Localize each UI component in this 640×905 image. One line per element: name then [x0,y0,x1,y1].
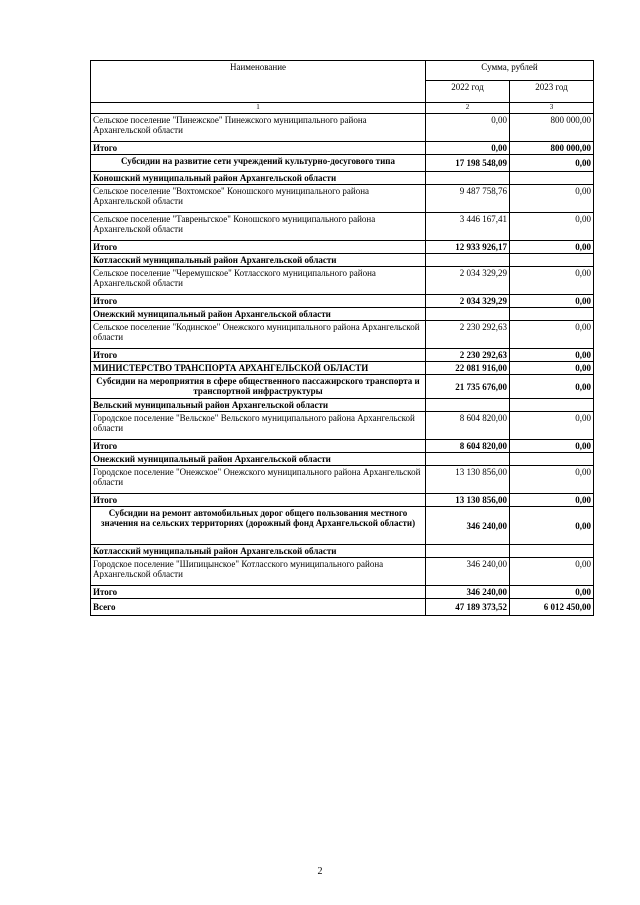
column-index-row [91,103,594,114]
row-name: Городское поселение "Вельское" Вельского муниципального района Архангельской области [91,412,426,440]
table-row [91,466,594,494]
value-2023: 0,00 [510,321,594,349]
row-name: Котласский муниципальный район Архангельской области [91,254,426,267]
value-2022 [426,453,510,466]
value-2022: 9 487 758,76 [426,185,510,213]
value-2023: 0,00 [510,375,594,399]
value-2022: 13 130 856,00 [426,466,510,494]
value-2023: 0,00 [510,440,594,453]
row-name: Сельское поселение "Вохтомское" Коношского муниципального района Архангельской области [91,185,426,213]
row-name: Сельское поселение "Тавреньгское" Коношского муниципального района Архангельской области [91,213,426,241]
value-2023: 0,00 [510,412,594,440]
value-2022: 2 230 292,63 [426,349,510,362]
row-name: Городское поселение "Онежское" Онежского муниципального района Архангельской области [91,466,426,494]
table-row [91,213,594,241]
value-2023 [510,172,594,185]
section-row [91,155,594,172]
budget-table [90,60,594,616]
row-name: Итого [91,586,426,599]
header-year-2023: 2023 год [510,81,594,103]
header-name: Наименование [91,61,426,103]
value-2022: 346 240,00 [426,558,510,586]
value-2023: 800 000,00 [510,114,594,142]
value-2023: 0,00 [510,362,594,375]
value-2022: 346 240,00 [426,507,510,545]
table-row [91,185,594,213]
table-row [91,321,594,349]
row-name: Онежский муниципальный район Архангельской области [91,308,426,321]
itogo-row [91,142,594,155]
itogo-row [91,494,594,507]
value-2022: 8 604 820,00 [426,440,510,453]
district-row [91,545,594,558]
ministry-row [91,362,594,375]
value-2023: 0,00 [510,295,594,308]
district-row [91,254,594,267]
value-2023: 0,00 [510,213,594,241]
row-name: Субсидии на мероприятия в сфере общественного пассажирского транспорта и транспортной инфраструктуры [91,375,426,399]
section-row [91,507,594,545]
value-2023: 0,00 [510,349,594,362]
table-row [91,114,594,142]
row-name: Всего [91,599,426,616]
value-2022: 47 189 373,52 [426,599,510,616]
value-2022: 2 230 292,63 [426,321,510,349]
row-name: Итого [91,142,426,155]
value-2022: 21 735 676,00 [426,375,510,399]
row-name: Итого [91,349,426,362]
district-row [91,308,594,321]
value-2022: 8 604 820,00 [426,412,510,440]
value-2023: 0,00 [510,558,594,586]
row-name: Итого [91,494,426,507]
value-2022: 3 446 167,41 [426,213,510,241]
value-2022: 2 034 329,29 [426,295,510,308]
value-2022: 17 198 548,09 [426,155,510,172]
value-2022 [426,399,510,412]
itogo-row [91,440,594,453]
row-name: Итого [91,295,426,308]
table-row [91,412,594,440]
value-2022: 13 130 856,00 [426,494,510,507]
column-index-2: 2 [426,103,510,114]
header-amount: Сумма, рублей [426,61,594,81]
header-year-2022: 2022 год [426,81,510,103]
value-2022 [426,172,510,185]
row-name: Городское поселение "Шипицынское" Котласского муниципального района Архангельской области [91,558,426,586]
value-2022: 12 933 926,17 [426,241,510,254]
value-2022 [426,308,510,321]
row-name: Сельское поселение "Кодинское" Онежского муниципального района Архангельской области [91,321,426,349]
page-number: 2 [317,866,323,877]
itogo-row [91,295,594,308]
value-2023: 0,00 [510,586,594,599]
row-name: Итого [91,440,426,453]
row-name: Итого [91,241,426,254]
budget-table-body [91,61,594,616]
row-name: Коношский муниципальный район Архангельской области [91,172,426,185]
value-2022 [426,545,510,558]
section-row [91,375,594,399]
value-2023: 0,00 [510,241,594,254]
row-name: Сельское поселение "Черемушское" Котласского муниципального района Архангельской области [91,267,426,295]
value-2023: 6 012 450,00 [510,599,594,616]
district-row [91,399,594,412]
value-2023: 0,00 [510,507,594,545]
row-name: МИНИСТЕРСТВО ТРАНСПОРТА АРХАНГЕЛЬСКОЙ ОБЛАСТИ [91,362,426,375]
value-2023 [510,453,594,466]
value-2023 [510,399,594,412]
value-2023: 0,00 [510,185,594,213]
value-2023 [510,545,594,558]
value-2023: 0,00 [510,466,594,494]
row-name: Вельский муниципальный район Архангельской области [91,399,426,412]
itogo-row [91,586,594,599]
district-row [91,172,594,185]
itogo-row [91,349,594,362]
value-2022: 2 034 329,29 [426,267,510,295]
total-row [91,599,594,616]
row-name: Субсидии на ремонт автомобильных дорог общего пользования местного значения на сельских территориях (дорожный фонд Архангельской области) [91,507,426,545]
value-2022 [426,254,510,267]
value-2022: 346 240,00 [426,586,510,599]
value-2022: 22 081 916,00 [426,362,510,375]
value-2023: 0,00 [510,155,594,172]
header-row [91,61,594,81]
row-name: Онежский муниципальный район Архангельской области [91,453,426,466]
column-index-1: 1 [91,103,426,114]
row-name: Сельское поселение "Пинежское" Пинежского муниципального района Архангельской области [91,114,426,142]
value-2022: 0,00 [426,114,510,142]
table-row [91,267,594,295]
value-2023: 0,00 [510,494,594,507]
value-2023: 0,00 [510,267,594,295]
value-2023: 800 000,00 [510,142,594,155]
district-row [91,453,594,466]
value-2023 [510,308,594,321]
value-2022: 0,00 [426,142,510,155]
table-row [91,558,594,586]
row-name: Котласский муниципальный район Архангельской области [91,545,426,558]
itogo-row [91,241,594,254]
column-index-3: 3 [510,103,594,114]
row-name: Субсидии на развитие сети учреждений культурно-досугового типа [91,155,426,172]
value-2023 [510,254,594,267]
